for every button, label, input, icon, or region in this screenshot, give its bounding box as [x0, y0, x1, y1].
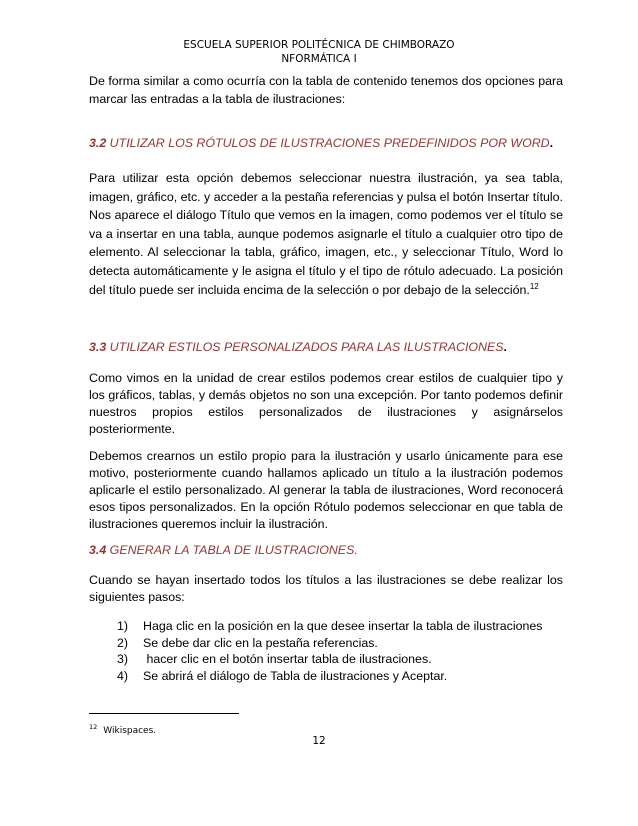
section-heading-3-3 — [89, 338, 563, 356]
list-item-number: 4) — [117, 668, 129, 683]
section-title: UTILIZAR ESTILOS PERSONALIZADOS PARA LAS ILUSTRACIONES — [106, 340, 504, 355]
section-number: 3.2 — [89, 136, 107, 150]
list-item-number: 2) — [117, 635, 129, 650]
footnote-number: 12 — [89, 723, 98, 731]
section-3-4-paragraph: Cuando se hayan insertado todos los títulos a las ilustraciones se debe realizar los siguientes pasos: — [89, 573, 563, 605]
section-3-2-paragraph — [89, 169, 563, 299]
page-body — [89, 72, 563, 684]
intro-paragraph: De forma similar a como ocurría con la tabla de contenido tenemos dos opciones para marcar las entradas a la tabla de ilustraciones: — [89, 74, 563, 106]
section-number: 3.3 — [89, 340, 107, 355]
section-number: 3.4 — [89, 543, 107, 558]
section-title: UTILIZAR LOS RÓTULOS DE ILUSTRACIONES PREDEFINIDOS POR WORD — [106, 136, 550, 150]
header-subject: NFORMÁTICA I — [281, 53, 357, 65]
section-title: GENERAR LA TABLA DE ILUSTRACIONES. — [106, 543, 358, 558]
header-institution: ESCUELA SUPERIOR POLITÉCNICA DE CHIMBORAZO — [183, 39, 455, 51]
footnote-reference: 12 — [529, 281, 539, 291]
list-item — [117, 668, 563, 685]
page-header — [0, 38, 638, 66]
list-item-text: Se abrirá el diálogo de Tabla de ilustraciones y Aceptar. — [143, 668, 448, 683]
list-item-number: 1) — [117, 618, 129, 633]
section-heading-3-2 — [89, 134, 563, 152]
paragraph-text: Para utilizar esta opción debemos seleccionar nuestra ilustración, ya sea tabla, imagen, gráfico, etc. y acceder a la pestaña referencias y pulsa el botón Insertar título. Nos aparece el diálogo Título que vemos en la imagen, como podemos ver el título se va a insertar en una tabla, aunque podemos asignarle el título a cualquier otro tipo de elemento. Al seleccionar la tabla, gráfico, imagen, etc., y seleccionar Título, Word lo detecta automáticamente y le asigna el título y el tipo de rótulo adecuado. La posición del título puede ser incluida encima de la selección o por debajo de la selección. — [89, 171, 563, 297]
list-item-number: 3) — [117, 652, 129, 667]
section-title-period: . — [549, 136, 554, 150]
list-item — [117, 635, 563, 652]
footnote-separator — [89, 713, 239, 714]
list-item — [117, 618, 563, 635]
section-heading-3-4 — [89, 541, 563, 559]
list-item-text: Se debe dar clic en la pestaña referencias. — [143, 635, 378, 650]
page-number: 12 — [312, 735, 326, 747]
list-item — [117, 651, 563, 668]
section-3-3-paragraph-1: Como vimos en la unidad de crear estilos podemos crear estilos de cualquier tipo y los gráficos, tablas, y demás objetos no son una excepción. Por tanto podemos definir nuestros propios estilos personalizados de ilustraciones y asignárselos posteriormente. — [89, 371, 563, 436]
steps-list — [89, 618, 563, 684]
list-item-text: Haga clic en la posición en la que desee insertar la tabla de ilustraciones — [143, 618, 543, 633]
section-3-3-paragraph-2: Debemos crearnos un estilo propio para la ilustración y usarlo únicamente para ese motivo, posteriormente cuando hallamos aplicado un título a la ilustración podemos aplicarle el estilo personalizado. Al generar la tabla de ilustraciones, Word reconocerá esos tipos personalizados. En la opción Rótulo podemos seleccionar en que tabla de ilustraciones queremos incluir la ilustración. — [89, 449, 563, 531]
section-title-period: . — [503, 340, 507, 355]
footnote-text: Wikispaces. — [103, 726, 157, 736]
list-item-text: hacer clic en el botón insertar tabla de ilustraciones. — [143, 652, 432, 667]
